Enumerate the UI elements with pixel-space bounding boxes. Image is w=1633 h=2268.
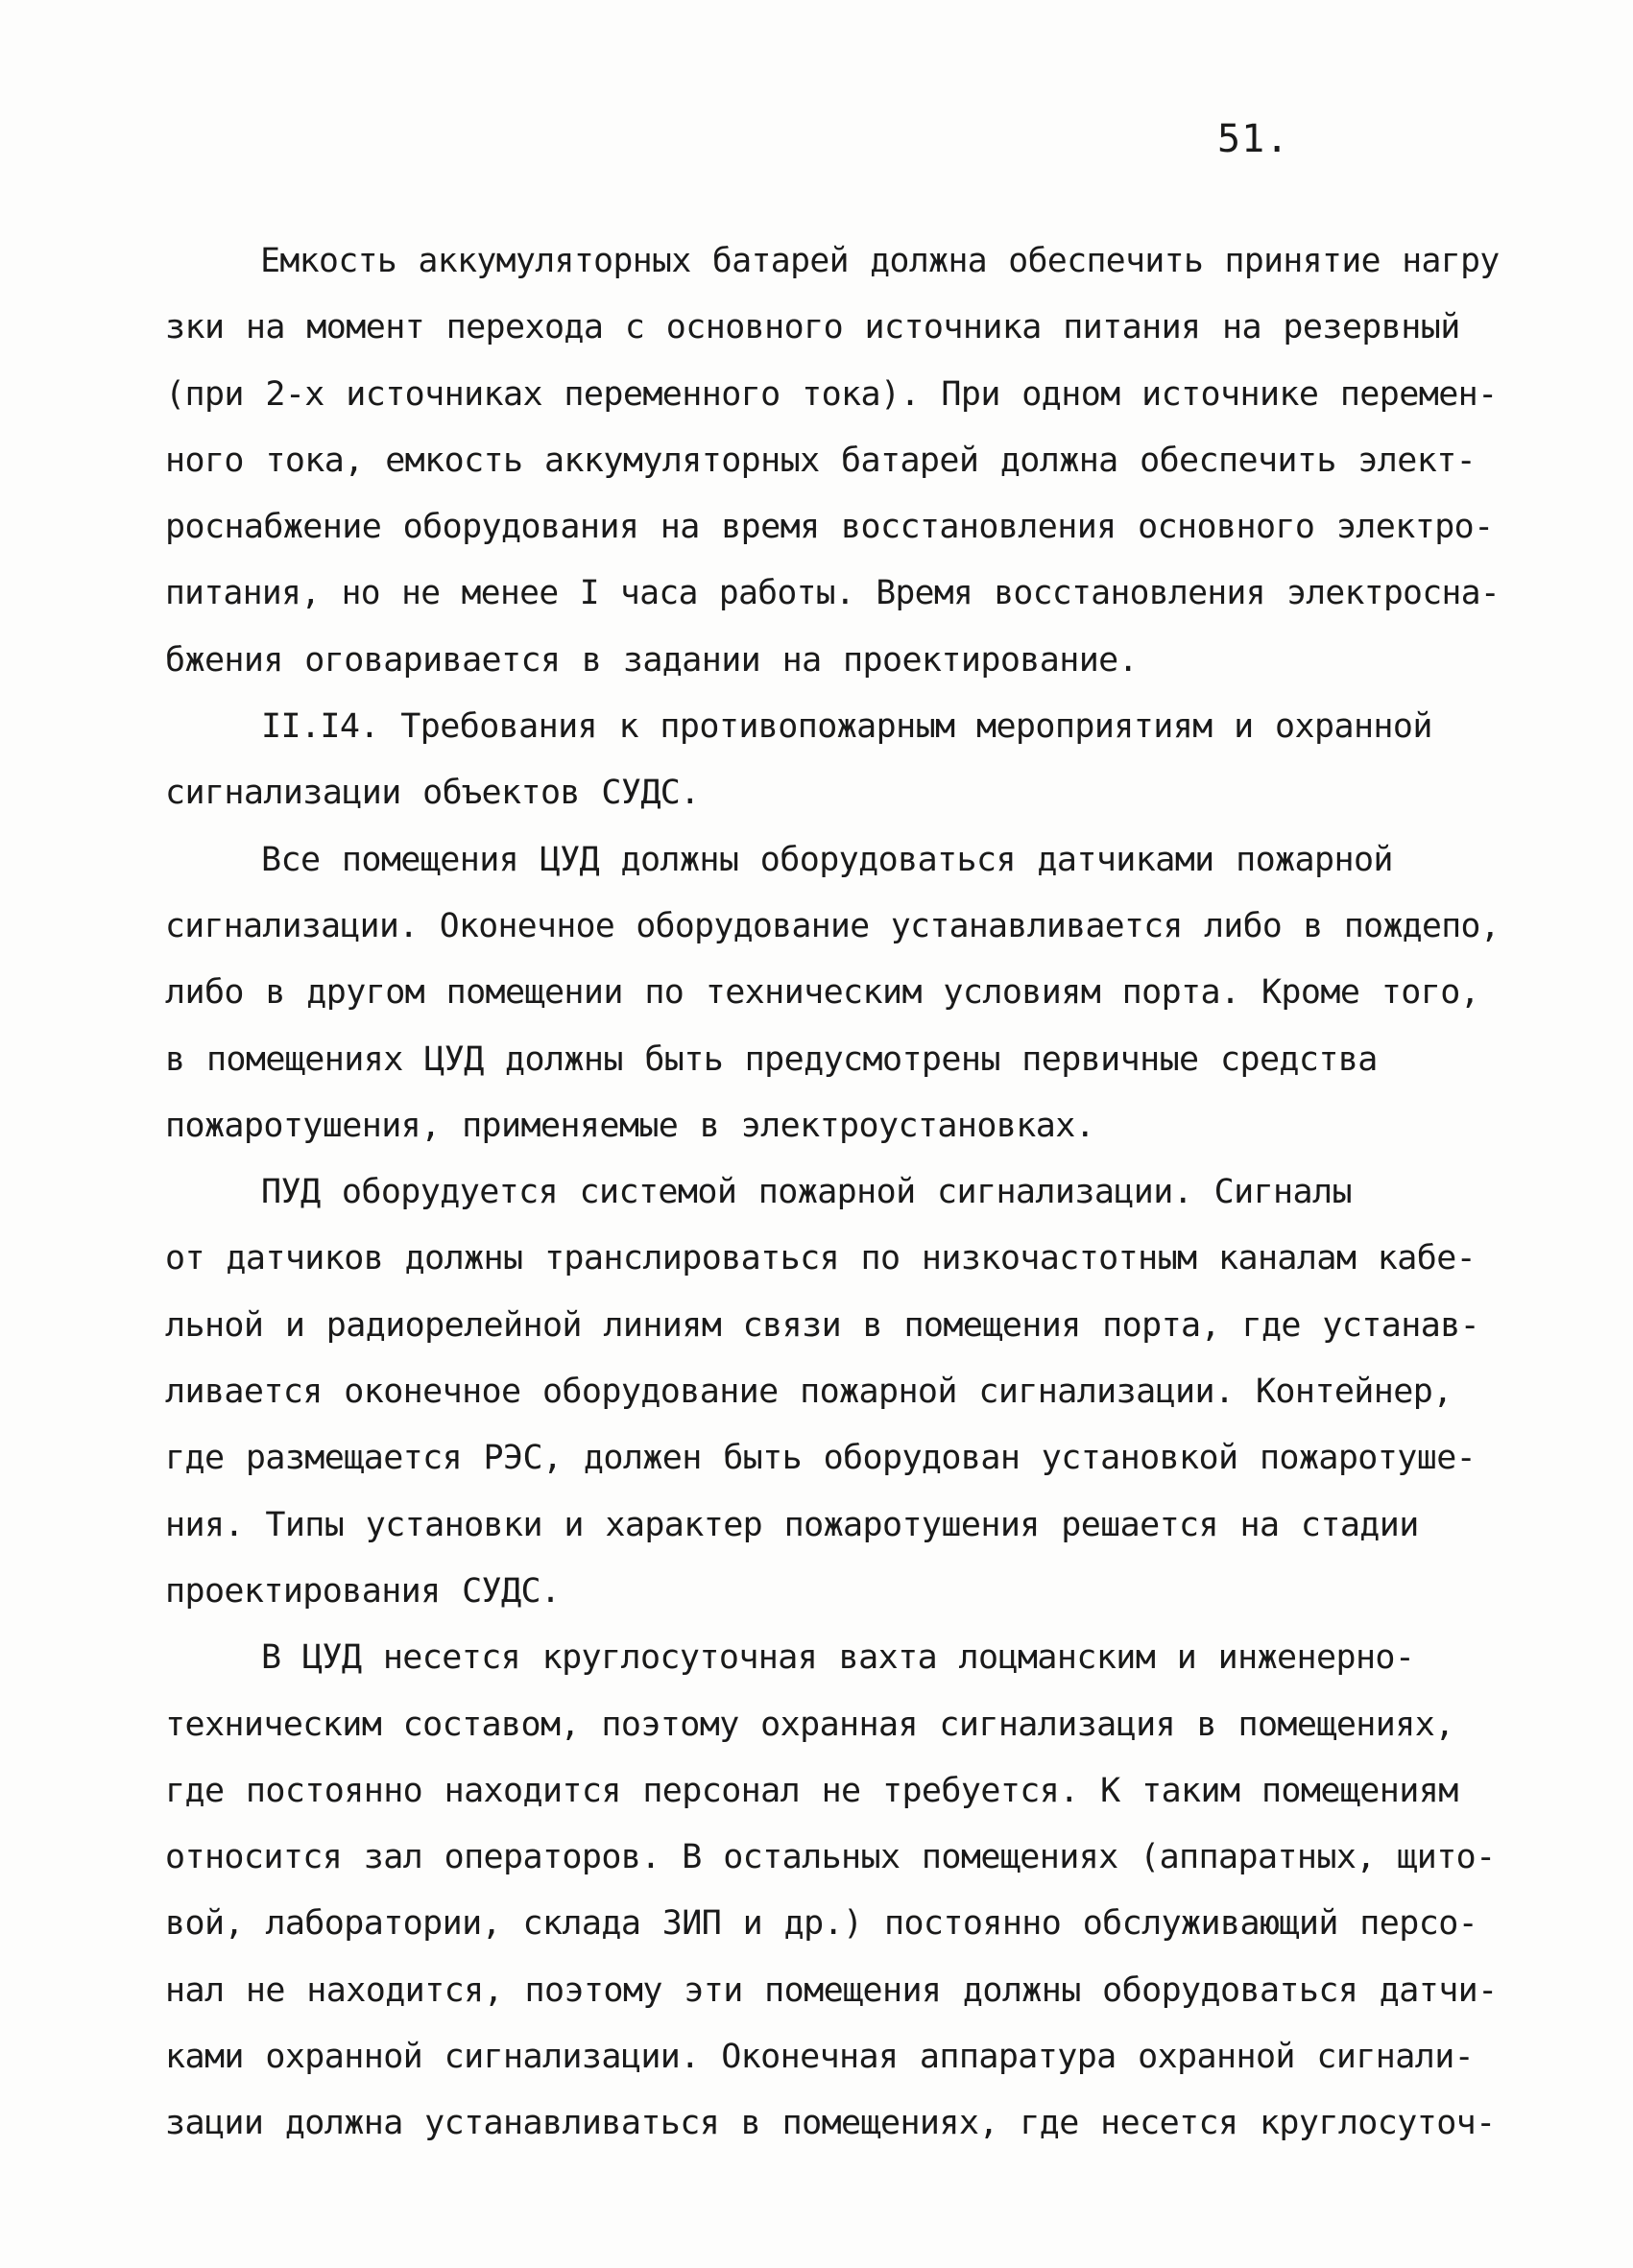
text-line: Емкость аккумуляторных батарей должна обеспечить принятие нагру [260,242,1500,280]
text-line: техническим составом, поэтому охранная сигнализация в помещениях, [165,1705,1454,1744]
text-line: Все помещения ЦУД должны оборудоваться датчиками пожарной [261,840,1393,879]
text-line: В ЦУД несется круглосуточная вахта лоцманским и инженерно- [261,1638,1415,1678]
text-line: роснабжение оборудования на время восстановления основного электро- [165,508,1494,547]
text-line: зации должна устанавливаться в помещениях, где несется круглосуточ- [165,2104,1496,2143]
text-line: где постоянно находится персонал не требуется. К таким помещениям [165,1771,1458,1810]
text-line: ливается оконечное оборудование пожарной сигнализации. Контейнер, [165,1373,1453,1412]
text-line: вой, лаборатории, склада ЗИП и др.) постоянно обслуживающий персо- [165,1904,1478,1944]
body-text [165,228,1500,2158]
text-line: питания, но не менее I часа работы. Время восстановления электросна- [165,574,1501,613]
text-line: зки на момент перехода с основного источника питания на резервный [165,308,1460,347]
text-line: от датчиков должны транслироваться по низкочастотным каналам кабе- [165,1239,1477,1278]
text-line: нал не находится, поэтому эти помещения должны оборудоваться датчи- [165,1970,1498,2010]
text-line: II.I4. Требования к противопожарным мероприятиям и охранной [261,707,1432,747]
text-line: пожаротушения, применяемые в электроустановках. [165,1106,1095,1145]
text-line: относится зал операторов. В остальных помещениях (аппаратных, щито- [165,1838,1496,1877]
text-line: ками охранной сигнализации. Оконечная аппаратура охранной сигнали- [165,2038,1475,2077]
text-line: в помещениях ЦУД должны быть предусмотрены первичные средства [165,1039,1378,1079]
text-line: либо в другом помещении по техническим условиям порта. Кроме того, [165,973,1480,1013]
text-line: (при 2-х источниках переменного тока). При одном источнике перемен- [165,374,1498,414]
text-line: проектирования СУДС. [165,1571,561,1611]
text-line: льной и радиорелейной линиям связи в помещения порта, где устанав- [165,1305,1480,1345]
text-line: ПУД оборудуется системой пожарной сигнализации. Сигналы [261,1173,1352,1212]
text-line: сигнализации. Оконечное оборудование устанавливается либо в пождепо, [165,906,1501,945]
text-line: где размещается РЭС, должен быть оборудован установкой пожаротуше- [165,1439,1477,1478]
text-line: бжения оговаривается в задании на проектирование. [165,640,1139,680]
page-number: 51. [1217,117,1290,161]
text-line: сигнализации объектов СУДС. [165,774,700,813]
text-line: ного тока, емкость аккумуляторных батарей должна обеспечить элект- [165,441,1477,480]
text-line: ния. Типы установки и характер пожаротушения решается на стадии [165,1505,1419,1544]
